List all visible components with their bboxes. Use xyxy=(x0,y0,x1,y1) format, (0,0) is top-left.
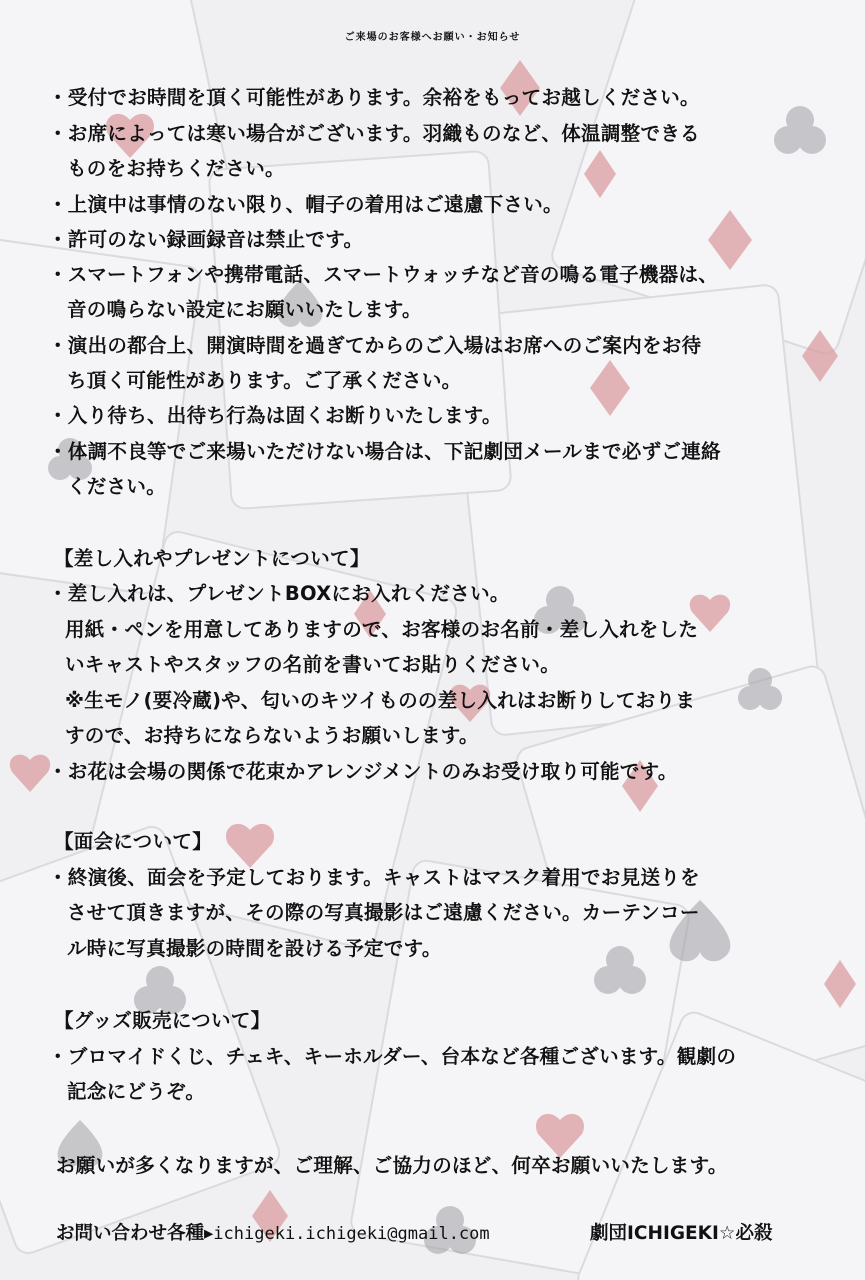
footer-contact xyxy=(56,1219,490,1245)
notice-line: ・上演中は事情のない限り、帽子の着用はご遠慮下さい。 xyxy=(48,193,563,216)
presents-line: すので、お持ちにならないようお願いします。 xyxy=(65,724,479,747)
presents-line: いキャストやスタッフの名前を書いてお貼りください。 xyxy=(65,653,561,676)
section-heading-goods: 【グッズ販売について】 xyxy=(54,1009,271,1032)
closing-message: お願いが多くなりますが、ご理解、ご協力のほど、何卒お願いいたします。 xyxy=(56,1154,728,1177)
goods-line: ・ブロマイドくじ、チェキ、キーホルダー、台本など各種ございます。観劇の xyxy=(48,1045,737,1068)
goods-line: 記念にどうぞ。 xyxy=(67,1080,206,1103)
notice-line: ・スマートフォンや携帯電話、スマートウォッチなど音の鳴る電子機器は、 xyxy=(48,263,719,286)
section-heading-presents: 【差し入れやプレゼントについて】 xyxy=(54,547,370,570)
presents-line: ※生モノ(要冷蔵)や、匂いのキツイものの差し入れはお断りしておりま xyxy=(65,689,696,712)
section-heading-meeting: 【面会について】 xyxy=(54,830,213,853)
notice-line: ・演出の都合上、開演時間を過ぎてからのご入場はお席へのご案内をお待 xyxy=(48,334,702,357)
notice-line: ・受付でお時間を頂く可能性があります。余裕をもってお越しください。 xyxy=(48,86,700,109)
notice-line: ・入り待ち、出待ち行為は固くお断りいたします。 xyxy=(48,404,502,427)
notice-line: 音の鳴らない設定にお願いいたします。 xyxy=(67,298,422,321)
contact-email: ichigeki.ichigeki@gmail.com xyxy=(213,1224,490,1244)
notice-line: ・許可のない録画録音は禁止です。 xyxy=(48,228,364,251)
notice-line: ・お席によっては寒い場合がございます。羽織ものなど、体温調整できる xyxy=(48,122,700,145)
meeting-line: ・終演後、面会を予定しております。キャストはマスク着用でお見送りを xyxy=(48,866,700,889)
presents-line: 用紙・ペンを用意してありますので、お客様のお名前・差し入れをした xyxy=(65,618,699,641)
notice-line: ・体調不良等でご来場いただけない場合は、下記劇団メールまで必ずご連絡 xyxy=(48,440,721,463)
contact-label: お問い合わせ各種▸ xyxy=(56,1223,214,1244)
page-title: ご来場のお客様へお願い・お知らせ xyxy=(344,32,521,43)
presents-line: ・お花は会場の関係で花束かアレンジメントのみお受け取り可能です。 xyxy=(48,760,678,783)
notice-line: ものをお持ちください。 xyxy=(67,157,285,180)
presents-line: ・差し入れは、プレゼントBOXにお入れください。 xyxy=(48,582,510,605)
meeting-line: させて頂きますが、その際の写真撮影はご遠慮ください。カーテンコー xyxy=(67,901,700,924)
meeting-line: ル時に写真撮影の時間を設ける予定です。 xyxy=(67,937,442,960)
troupe-name: 劇団ICHIGEKI☆必殺 xyxy=(590,1223,773,1244)
notice-line: ち頂く可能性があります。ご了承ください。 xyxy=(67,369,462,392)
notice-line: ください。 xyxy=(67,475,167,498)
